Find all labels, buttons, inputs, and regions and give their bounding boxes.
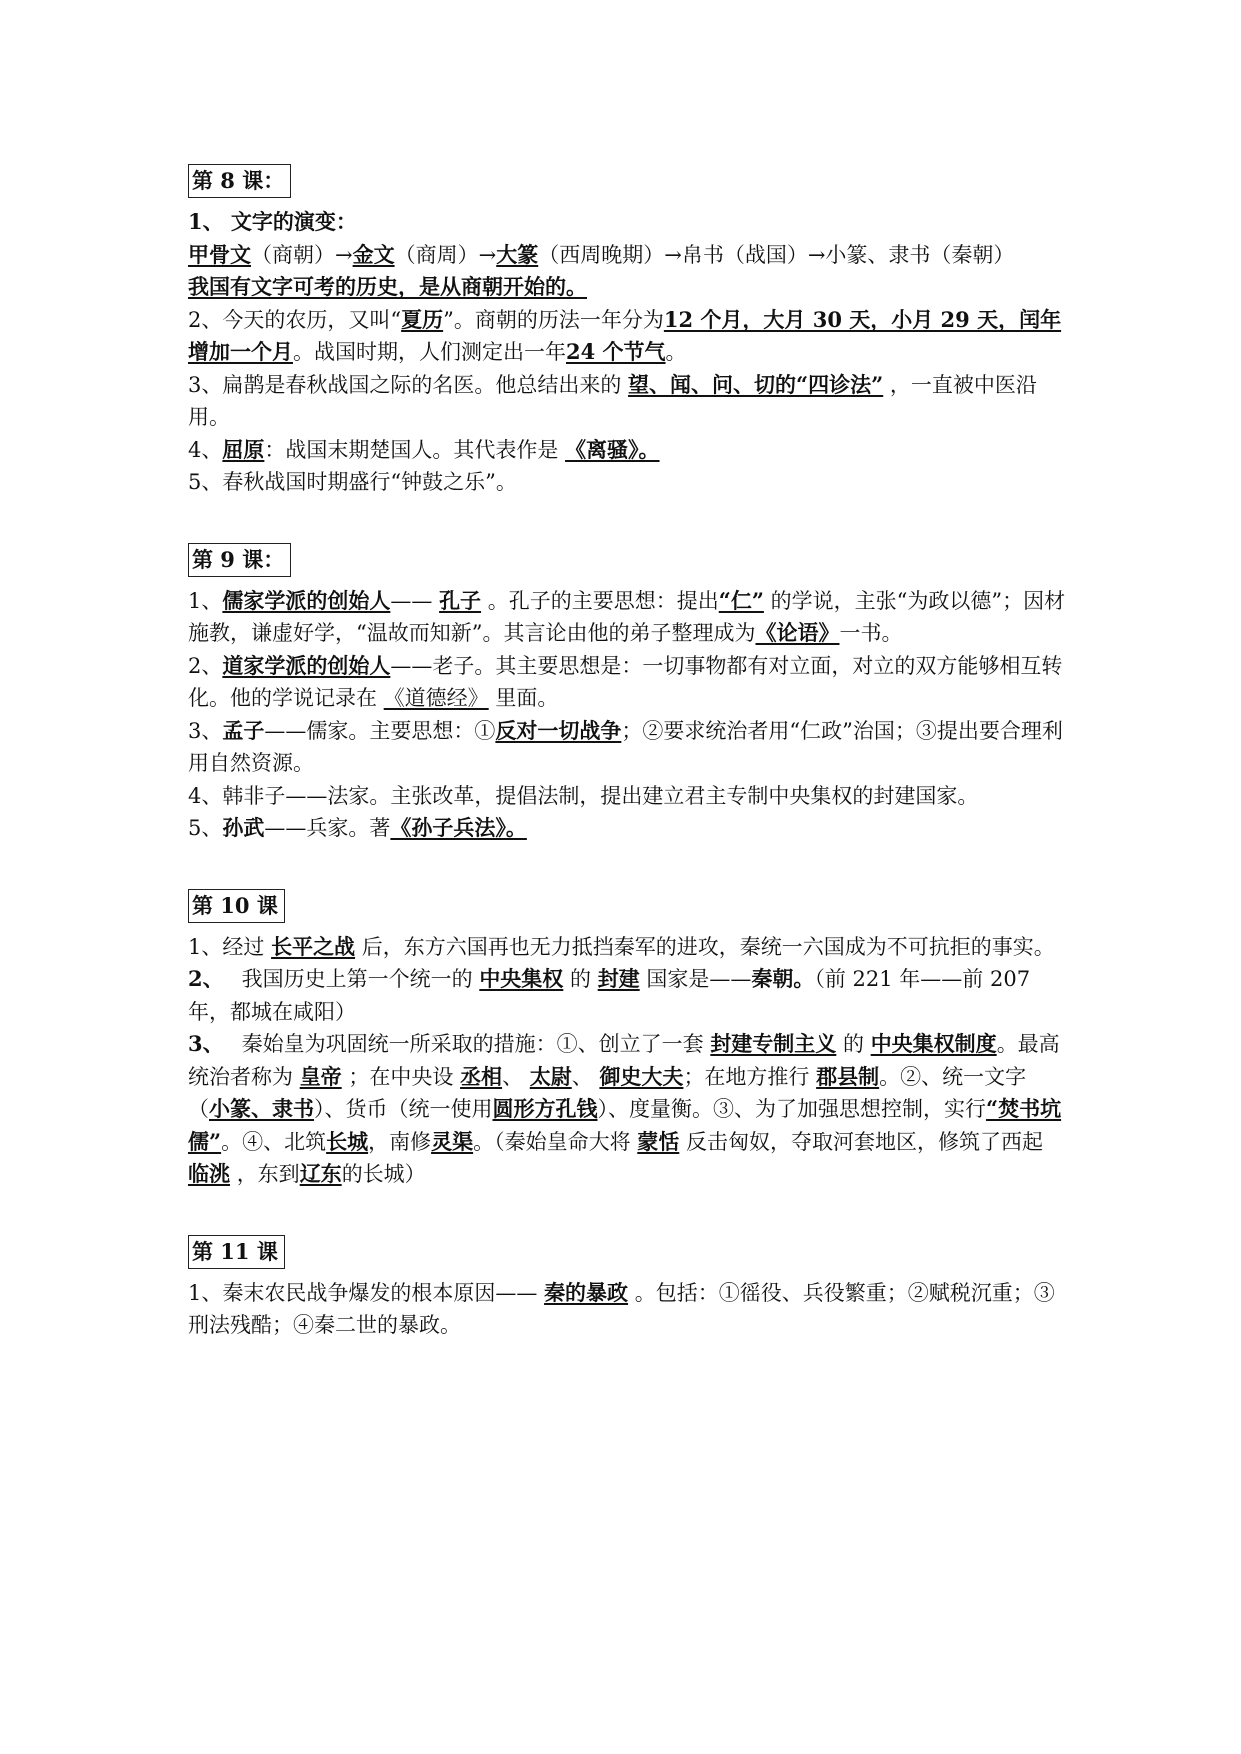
lesson-11-title: 第 11 课 bbox=[188, 1235, 285, 1269]
lesson-8-item-5: 5、春秋战国时期盛行“钟鼓之乐”。 bbox=[188, 470, 517, 494]
lesson-8-item-3: 3、扁鹊是春秋战国之际的名医。他总结出来的 望、闻、问、切的“四诊法” ，一直被中医沿用。 bbox=[188, 371, 1037, 429]
lesson-8-item-1: 甲骨文（商朝）→金文（商周）→大篆（西周晚期）→帛书（战国）→小篆、隶书（秦朝） bbox=[188, 241, 1015, 267]
lesson-9-item-1: 1、儒家学派的创始人—— 孔子 。孔子的主要思想：提出“仁” 的学说，主张“为政以德”；因材施教，谦虚好学，“温故而知新”。其言论由他的弟子整理成为《论语》一书。 bbox=[188, 587, 1066, 645]
lesson-8-item-2: 2、今天的农历，又叫“夏历”。商朝的历法一年分为12 个月，大月 30 天，小月 29 天，闰年增加一个月。战国时期，人们测定出一年24 个节气。 bbox=[188, 306, 1062, 364]
lesson-9-item-2: 2、道家学派的创始人——老子。其主要思想是：一切事物都有对立面，对立的双方能够相互转化。他的学说记录在 《道德经》 里面。 bbox=[188, 652, 1063, 710]
lesson-8-item-1-heading: 1、 文字的演变： bbox=[188, 209, 357, 234]
document-page bbox=[188, 164, 1068, 1386]
lesson-10 bbox=[188, 889, 1068, 1191]
lesson-8-item-1-note: 我国有文字可考的历史，是从商朝开始的。 bbox=[188, 274, 587, 299]
lesson-11 bbox=[188, 1235, 1068, 1342]
lesson-9-item-4: 4、韩非子——法家。主张改革，提倡法制，提出建立君主专制中央集权的封建国家。 bbox=[188, 783, 979, 808]
lesson-9-title: 第 9 课： bbox=[188, 543, 291, 577]
lesson-9-item-3: 3、孟子——儒家。主要思想：①反对一切战争；②要求统治者用“仁政”治国；③提出要合理利用自然资源。 bbox=[188, 717, 1063, 775]
lesson-8-item-4: 4、屈原：战国末期楚国人。其代表作是 《离骚》。 bbox=[188, 436, 660, 462]
lesson-11-item-1: 1、秦末农民战争爆发的根本原因—— 秦的暴政 。包括：①徭役、兵役繁重；②赋税沉重；③刑法残酷；④秦二世的暴政。 bbox=[188, 1279, 1055, 1337]
lesson-10-title: 第 10 课 bbox=[188, 889, 285, 923]
lesson-10-item-2: 2、 我国历史上第一个统一的 中央集权 的 封建 国家是——秦朝。（前 221 年——前 207 年，都城在咸阳） bbox=[188, 966, 1031, 1024]
lesson-10-item-3: 3、 秦始皇为巩固统一所采取的措施：①、创立了一套 封建专制主义 的 中央集权制度。最高统治者称为 皇帝 ；在中央设 丞相、 太尉、 御史大夫；在地方推行 郡县制。②、统一文字（小篆、隶书）、货币（统一使用圆形方孔钱）、度量衡。③、为了加强思想控制，实行“焚书坑儒”。④、北筑长城，南修灵渠。（秦始皇命大将 蒙恬 反击匈奴，夺取河套地区，修筑了西起 临洮 ，东到辽东的长城） bbox=[188, 1031, 1062, 1186]
lesson-10-item-1: 1、经过 长平之战 后，东方六国再也无力抵挡秦军的进攻，秦统一六国成为不可抗拒的事实。 bbox=[188, 933, 1055, 959]
lesson-9-item-5: 5、孙武——兵家。著《孙子兵法》。 bbox=[188, 815, 527, 840]
lesson-9 bbox=[188, 543, 1068, 845]
lesson-8 bbox=[188, 164, 1068, 499]
lesson-8-title: 第 8 课： bbox=[188, 164, 291, 198]
